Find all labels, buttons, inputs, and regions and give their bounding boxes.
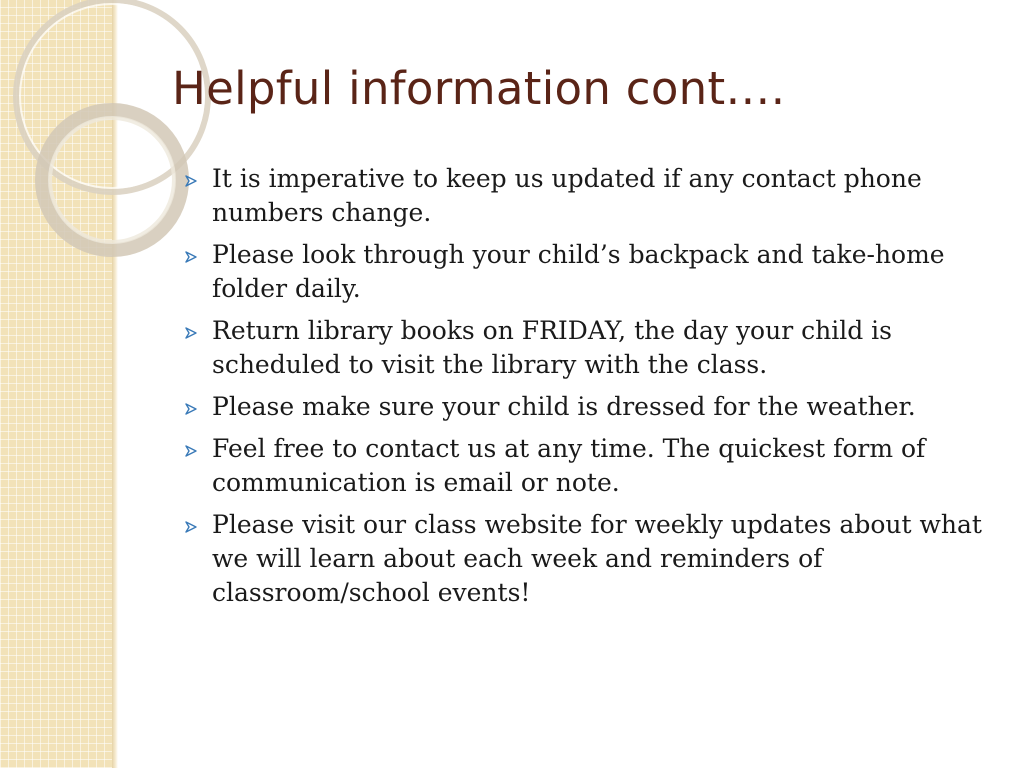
bullet-item [184,432,999,500]
bullet-text: It is imperative to keep us updated if any contact phone numbers change. [212,164,922,227]
bullet-text: Please visit our class website for weekly updates about what we will learn about each week and reminders of classroom/school events! [212,510,982,607]
bullet-item [184,508,999,610]
bullet-item [184,314,999,382]
slide-title: Helpful information cont…. [172,62,786,115]
bullet-list [184,162,999,618]
arrowhead-bullet-icon [184,402,198,416]
arrowhead-bullet-icon [184,326,198,340]
arrowhead-bullet-icon [184,444,198,458]
bullet-text: Please look through your child’s backpack and take-home folder daily. [212,240,945,303]
bullet-item [184,162,999,230]
bullet-text: Return library books on FRIDAY, the day your child is scheduled to visit the library with the class. [212,316,892,379]
bullet-text: Please make sure your child is dressed for the weather. [212,392,916,421]
bullet-item [184,238,999,306]
bullet-item [184,390,999,424]
arrowhead-bullet-icon [184,250,198,264]
decorative-rings [0,0,200,260]
arrowhead-bullet-icon [184,520,198,534]
bullet-text: Feel free to contact us at any time. The quickest form of communication is email or note. [212,434,926,497]
arrowhead-bullet-icon [184,174,198,188]
